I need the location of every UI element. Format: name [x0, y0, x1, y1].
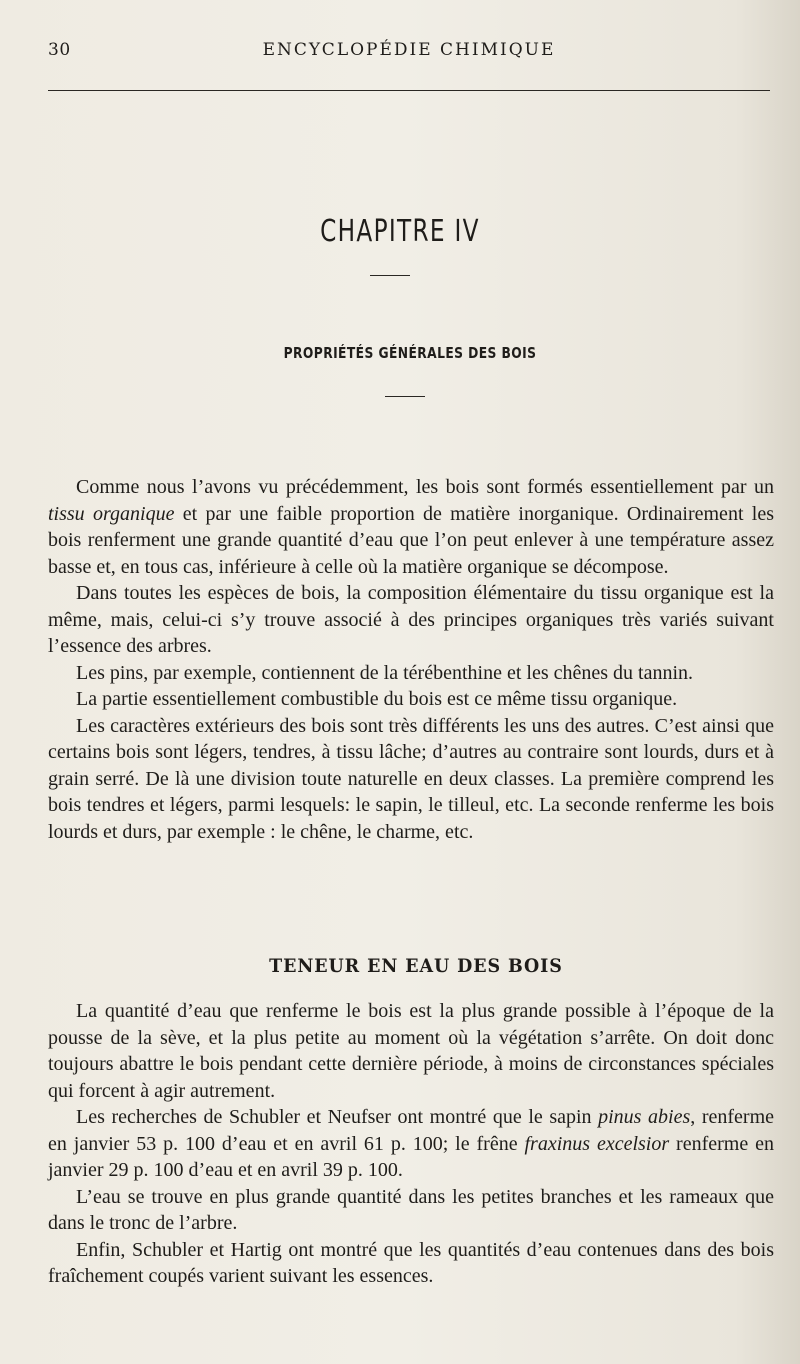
chapter-divider: [370, 275, 410, 276]
paragraph: Dans toutes les espèces de bois, la composition élémentaire du tissu organique est la même, mais, celui-ci s’y trouve associé à des principes organiques très variés suivant l’essence des arbres.: [48, 582, 774, 657]
section-body: [48, 998, 774, 1290]
paragraph: La quantité d’eau que renferme le bois est la plus grande possible à l’époque de la pousse de la sève, et la plus petite au moment où la végétation s’arrête. On doit donc toujours abattre le bois pendant cette dernière période, à moins de circonstances spéciales qui forcent à agir autrement.: [48, 1000, 774, 1102]
header-rule: [48, 90, 770, 91]
chapter-title: CHAPITRE IV: [320, 214, 480, 249]
italic-term: pinus abies: [598, 1106, 691, 1128]
paragraph: L’eau se trouve en plus grande quantité dans les petites branches et les rameaux que dans le tronc de l’arbre.: [48, 1185, 774, 1234]
paragraph: Comme nous l’avons vu précédemment, les bois sont formés essentiellement par un tissu organique et par une faible proportion de matière inorganique. Ordinairement les bois renferment une grande quantité d’eau que l’on peut enlever à une température assez basse et, en tous cas, inférieure à celle où la matière organique se décompose.: [48, 476, 775, 578]
paragraph: Les recherches de Schubler et Neufser ont montré que le sapin pinus abies, renferme en janvier 53 p. 100 d’eau et en avril 61 p. 100; le frêne fraxinus excelsior renferme en janvier 29 p. 100 d’eau et en avril 39 p. 100.: [48, 1106, 775, 1181]
page-header: [48, 36, 770, 66]
paragraph: Les pins, par exemple, contiennent de la térébenthine et les chênes du tannin.: [76, 661, 694, 684]
subtitle-divider: [385, 396, 425, 397]
italic-term: tissu organique: [48, 502, 175, 525]
paragraph: La partie essentiellement combustible du bois est ce même tissu organique.: [76, 688, 678, 710]
chapter-subtitle: PROPRIÉTÉS GÉNÉRALES DES BOIS: [283, 344, 537, 362]
section-body: [48, 474, 774, 845]
italic-term: fraxinus excelsior: [524, 1132, 670, 1155]
paragraph: Enfin, Schubler et Hartig ont montré que les quantités d’eau contenues dans des bois fraîchement coupés varient suivant les essences.: [48, 1238, 774, 1287]
paragraph: Les caractères extérieurs des bois sont très différents les uns des autres. C’est ainsi que certains bois sont légers, tendres, à tissu lâche; d’autres au contraire sont lourds, durs et à grain serré. De là une division toute naturelle en deux classes. La première comprend les bois tendres et légers, parmi lesquels: le sapin, le tilleul, etc. La seconde renferme les bois lourds et durs, par exemple : le chêne, le charme, etc.: [48, 714, 774, 843]
page-number: 30: [48, 40, 71, 60]
running-title: ENCYCLOPÉDIE CHIMIQUE: [262, 40, 556, 60]
section-heading: TENEUR EN EAU DES BOIS: [269, 955, 563, 977]
